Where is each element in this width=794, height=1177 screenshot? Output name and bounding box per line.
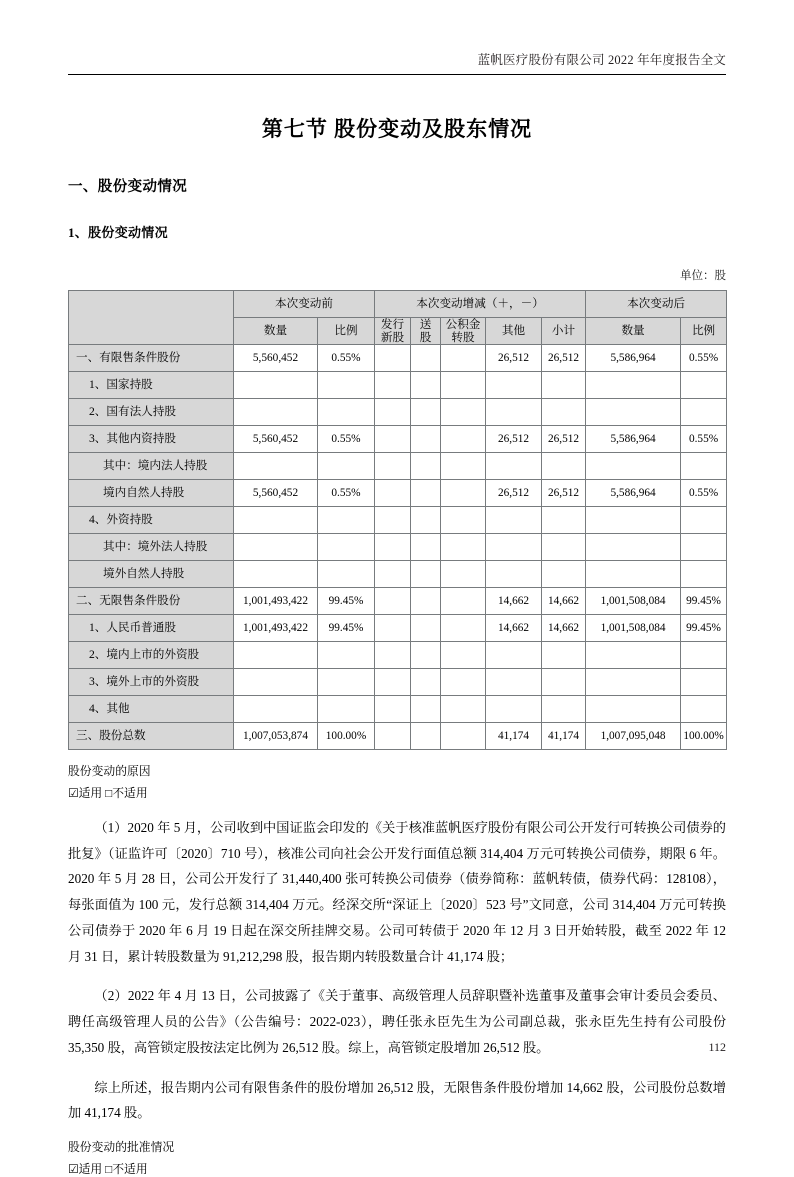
cell-bonus-shares bbox=[411, 588, 441, 615]
table-row bbox=[69, 507, 727, 534]
cell-reserve-conversion bbox=[441, 453, 486, 480]
header-blank-corner bbox=[69, 291, 234, 345]
cell-after-quantity bbox=[586, 507, 681, 534]
change-reason-label: 股份变动的原因 bbox=[68, 764, 151, 778]
header-bonus-line1: 送 bbox=[419, 318, 432, 332]
header-new-issue-line2: 新股 bbox=[380, 331, 405, 344]
cell-new-issue bbox=[375, 534, 411, 561]
cell-new-issue bbox=[375, 588, 411, 615]
header-reserve-line2: 转股 bbox=[451, 331, 475, 344]
cell-new-issue bbox=[375, 561, 411, 588]
cell-new-issue bbox=[375, 372, 411, 399]
cell-new-issue bbox=[375, 480, 411, 507]
page-title: 第七节 股份变动及股东情况 bbox=[261, 117, 533, 141]
row-label-text: 4、其他 bbox=[89, 702, 130, 716]
row-label bbox=[69, 723, 234, 750]
cell-subtotal bbox=[542, 669, 586, 696]
cell-subtotal: 41,174 bbox=[542, 723, 586, 750]
cell-subtotal: 14,662 bbox=[542, 615, 586, 642]
cell-other bbox=[486, 372, 542, 399]
cell-before-ratio: 0.55% bbox=[318, 480, 375, 507]
header-new-issue bbox=[375, 318, 411, 345]
cell-after-ratio bbox=[681, 642, 727, 669]
cell-other bbox=[486, 453, 542, 480]
cell-after-ratio: 99.45% bbox=[681, 615, 727, 642]
cell-before-quantity: 1,001,493,422 bbox=[234, 588, 318, 615]
cell-after-ratio bbox=[681, 561, 727, 588]
cell-other bbox=[486, 399, 542, 426]
row-label bbox=[69, 642, 234, 669]
table-row bbox=[69, 696, 727, 723]
row-label bbox=[69, 534, 234, 561]
cell-reserve-conversion bbox=[441, 696, 486, 723]
cell-reserve-conversion bbox=[441, 480, 486, 507]
cell-reserve-conversion bbox=[441, 669, 486, 696]
cell-before-ratio bbox=[318, 399, 375, 426]
cell-subtotal: 26,512 bbox=[542, 345, 586, 372]
cell-after-ratio bbox=[681, 696, 727, 723]
cell-bonus-shares bbox=[411, 453, 441, 480]
header-group-before: 本次变动前 bbox=[234, 291, 375, 318]
header-reserve-conversion bbox=[441, 318, 486, 345]
cell-other: 41,174 bbox=[486, 723, 542, 750]
cell-subtotal bbox=[542, 534, 586, 561]
cell-before-ratio bbox=[318, 453, 375, 480]
cell-new-issue bbox=[375, 615, 411, 642]
cell-before-quantity bbox=[234, 453, 318, 480]
row-label-text: 二、无限售条件股份 bbox=[76, 594, 181, 608]
cell-bonus-shares bbox=[411, 372, 441, 399]
row-label-text: 3、其他内资持股 bbox=[89, 432, 176, 446]
page-number: 112 bbox=[708, 1040, 726, 1054]
row-label-text: 1、人民币普通股 bbox=[89, 621, 176, 635]
table-row bbox=[69, 588, 727, 615]
row-label bbox=[69, 669, 234, 696]
header-before-quantity: 数量 bbox=[234, 318, 318, 345]
row-label bbox=[69, 399, 234, 426]
cell-other bbox=[486, 696, 542, 723]
cell-before-quantity bbox=[234, 642, 318, 669]
cell-before-ratio: 99.45% bbox=[318, 615, 375, 642]
row-label-text: 其中：境外法人持股 bbox=[103, 540, 208, 554]
header-group-after: 本次变动后 bbox=[586, 291, 727, 318]
cell-bonus-shares bbox=[411, 480, 441, 507]
cell-subtotal: 26,512 bbox=[542, 480, 586, 507]
row-label bbox=[69, 615, 234, 642]
row-label bbox=[69, 345, 234, 372]
cell-bonus-shares bbox=[411, 507, 441, 534]
table-row bbox=[69, 453, 727, 480]
cell-after-ratio bbox=[681, 507, 727, 534]
row-label bbox=[69, 588, 234, 615]
table-row bbox=[69, 534, 727, 561]
row-label bbox=[69, 561, 234, 588]
cell-before-ratio bbox=[318, 372, 375, 399]
cell-subtotal bbox=[542, 399, 586, 426]
cell-subtotal: 26,512 bbox=[542, 426, 586, 453]
cell-before-quantity bbox=[234, 534, 318, 561]
row-label-text: 境内自然人持股 bbox=[103, 486, 185, 500]
cell-subtotal bbox=[542, 507, 586, 534]
cell-new-issue bbox=[375, 399, 411, 426]
cell-before-quantity bbox=[234, 696, 318, 723]
cell-after-ratio: 100.00% bbox=[681, 723, 727, 750]
row-label-text: 4、外资持股 bbox=[89, 513, 153, 527]
cell-before-quantity bbox=[234, 372, 318, 399]
row-label bbox=[69, 426, 234, 453]
cell-after-quantity: 1,007,095,048 bbox=[586, 723, 681, 750]
cell-new-issue bbox=[375, 453, 411, 480]
cell-after-ratio: 0.55% bbox=[681, 345, 727, 372]
subsection-heading: 1、股份变动情况 bbox=[68, 225, 168, 240]
cell-before-quantity bbox=[234, 399, 318, 426]
header-new-issue-line1: 发行 bbox=[380, 318, 405, 332]
cell-after-quantity bbox=[586, 696, 681, 723]
approval-applicability: ☑适用 □不适用 bbox=[68, 1162, 148, 1177]
cell-after-ratio bbox=[681, 399, 727, 426]
cell-new-issue bbox=[375, 345, 411, 372]
header-other: 其他 bbox=[486, 318, 542, 345]
cell-before-ratio: 0.55% bbox=[318, 426, 375, 453]
row-label-text: 1、国家持股 bbox=[89, 378, 153, 392]
cell-bonus-shares bbox=[411, 345, 441, 372]
cell-bonus-shares bbox=[411, 399, 441, 426]
cell-before-quantity bbox=[234, 561, 318, 588]
cell-before-ratio bbox=[318, 669, 375, 696]
cell-before-quantity: 5,560,452 bbox=[234, 345, 318, 372]
cell-reserve-conversion bbox=[441, 642, 486, 669]
share-change-table bbox=[68, 290, 727, 750]
cell-bonus-shares bbox=[411, 426, 441, 453]
cell-bonus-shares bbox=[411, 696, 441, 723]
cell-new-issue bbox=[375, 507, 411, 534]
table-row bbox=[69, 669, 727, 696]
row-label-text: 一、有限售条件股份 bbox=[76, 351, 181, 365]
cell-subtotal bbox=[542, 453, 586, 480]
cell-after-quantity bbox=[586, 534, 681, 561]
cell-after-quantity bbox=[586, 372, 681, 399]
cell-after-quantity: 5,586,964 bbox=[586, 426, 681, 453]
cell-before-ratio: 0.55% bbox=[318, 345, 375, 372]
paragraph-summary: 综上所述，报告期内公司有限售条件的股份增加 26,512 股，无限售条件股份增加 14,662 股，公司股份总数增加 41,174 股。 bbox=[68, 1079, 726, 1121]
cell-before-ratio: 99.45% bbox=[318, 588, 375, 615]
cell-subtotal: 14,662 bbox=[542, 588, 586, 615]
approval-label: 股份变动的批准情况 bbox=[68, 1140, 175, 1155]
running-header-text: 蓝帆医疗股份有限公司 2022 年年度报告全文 bbox=[477, 53, 726, 67]
row-label-text: 2、境内上市的外资股 bbox=[89, 648, 200, 662]
running-header bbox=[68, 0, 726, 68]
table-row bbox=[69, 561, 727, 588]
cell-reserve-conversion bbox=[441, 345, 486, 372]
cell-reserve-conversion bbox=[441, 399, 486, 426]
cell-reserve-conversion bbox=[441, 507, 486, 534]
header-group-change: 本次变动增减（＋，－） bbox=[375, 291, 586, 318]
cell-after-quantity bbox=[586, 642, 681, 669]
header-bonus-shares bbox=[411, 318, 441, 345]
row-label-text: 境外自然人持股 bbox=[103, 567, 185, 581]
table-row bbox=[69, 372, 727, 399]
table-row bbox=[69, 345, 727, 372]
table-row bbox=[69, 399, 727, 426]
row-label bbox=[69, 507, 234, 534]
cell-after-quantity: 1,001,508,084 bbox=[586, 615, 681, 642]
cell-subtotal bbox=[542, 642, 586, 669]
header-reserve-line1: 公积金 bbox=[445, 318, 481, 332]
row-label bbox=[69, 480, 234, 507]
row-label bbox=[69, 372, 234, 399]
cell-after-ratio bbox=[681, 534, 727, 561]
cell-after-quantity: 5,586,964 bbox=[586, 345, 681, 372]
cell-bonus-shares bbox=[411, 723, 441, 750]
cell-after-quantity bbox=[586, 453, 681, 480]
cell-reserve-conversion bbox=[441, 372, 486, 399]
cell-other bbox=[486, 507, 542, 534]
table-row bbox=[69, 723, 727, 750]
cell-before-quantity bbox=[234, 507, 318, 534]
cell-before-ratio bbox=[318, 696, 375, 723]
cell-before-ratio bbox=[318, 642, 375, 669]
cell-subtotal bbox=[542, 372, 586, 399]
cell-bonus-shares bbox=[411, 561, 441, 588]
row-label-text: 2、国有法人持股 bbox=[89, 405, 176, 419]
cell-before-quantity: 5,560,452 bbox=[234, 426, 318, 453]
table-body bbox=[69, 345, 727, 750]
cell-after-ratio bbox=[681, 453, 727, 480]
cell-reserve-conversion bbox=[441, 588, 486, 615]
row-label-text: 3、境外上市的外资股 bbox=[89, 675, 200, 689]
cell-subtotal bbox=[542, 696, 586, 723]
cell-reserve-conversion bbox=[441, 615, 486, 642]
table-unit-note: 单位：股 bbox=[680, 270, 726, 282]
cell-before-quantity bbox=[234, 669, 318, 696]
cell-new-issue bbox=[375, 669, 411, 696]
cell-bonus-shares bbox=[411, 615, 441, 642]
table-row bbox=[69, 642, 727, 669]
header-after-ratio: 比例 bbox=[681, 318, 727, 345]
cell-bonus-shares bbox=[411, 534, 441, 561]
cell-before-quantity: 1,001,493,422 bbox=[234, 615, 318, 642]
cell-reserve-conversion bbox=[441, 426, 486, 453]
table-header-group-row bbox=[69, 291, 727, 318]
table-row bbox=[69, 480, 727, 507]
header-after-quantity: 数量 bbox=[586, 318, 681, 345]
cell-after-quantity bbox=[586, 561, 681, 588]
cell-other: 26,512 bbox=[486, 345, 542, 372]
cell-other: 14,662 bbox=[486, 615, 542, 642]
cell-other bbox=[486, 642, 542, 669]
paragraph-1: （1）2020 年 5 月，公司收到中国证监会印发的《关于核准蓝帆医疗股份有限公司公开发行可转换公司债券的批复》（证监许可〔2020〕710 号），核准公司向社会公开发行面值总额 314,404 万元可转换公司债券，期限 6 年。2020 年 5 月 28 日，公司公开发行了 31,440,400 张可转换公司债券（债券简称：蓝帆转债，债券代码：128108），每张面值为 100 元，发行总额 314,404 万元。经深交所“深证上〔2020〕523 号”文同意，公司 314,404 万元可转换公司债券于 2020 年 6 月 19 日起在深交所挂牌交易。公司可转债于 2020 年 12 月 3 日开始转股，截至 2022 年 12 月 31 日，累计转股数量为 91,212,298 股，报告期内转股数量合计 41,174 股； bbox=[68, 820, 726, 964]
row-label bbox=[69, 453, 234, 480]
cell-other: 14,662 bbox=[486, 588, 542, 615]
cell-other bbox=[486, 534, 542, 561]
row-label-text: 三、股份总数 bbox=[76, 729, 146, 743]
header-subtotal: 小计 bbox=[542, 318, 586, 345]
cell-after-quantity: 5,586,964 bbox=[586, 480, 681, 507]
cell-new-issue bbox=[375, 642, 411, 669]
cell-subtotal bbox=[542, 561, 586, 588]
cell-after-ratio: 0.55% bbox=[681, 426, 727, 453]
cell-before-quantity: 1,007,053,874 bbox=[234, 723, 318, 750]
header-bonus-line2: 股 bbox=[419, 331, 432, 344]
row-label-text: 其中：境内法人持股 bbox=[103, 459, 208, 473]
cell-after-ratio bbox=[681, 669, 727, 696]
cell-after-quantity: 1,001,508,084 bbox=[586, 588, 681, 615]
cell-other: 26,512 bbox=[486, 426, 542, 453]
section-heading: 一、股份变动情况 bbox=[68, 179, 188, 195]
cell-before-ratio bbox=[318, 507, 375, 534]
cell-other bbox=[486, 669, 542, 696]
cell-new-issue bbox=[375, 696, 411, 723]
cell-new-issue bbox=[375, 426, 411, 453]
table-header bbox=[69, 291, 727, 345]
cell-before-ratio bbox=[318, 534, 375, 561]
cell-bonus-shares bbox=[411, 642, 441, 669]
cell-after-quantity bbox=[586, 669, 681, 696]
cell-new-issue bbox=[375, 723, 411, 750]
header-divider bbox=[68, 74, 726, 75]
cell-after-ratio bbox=[681, 372, 727, 399]
cell-bonus-shares bbox=[411, 669, 441, 696]
cell-before-ratio: 100.00% bbox=[318, 723, 375, 750]
cell-reserve-conversion bbox=[441, 723, 486, 750]
cell-after-quantity bbox=[586, 399, 681, 426]
table-row bbox=[69, 426, 727, 453]
table-row bbox=[69, 615, 727, 642]
paragraph-2: （2）2022 年 4 月 13 日，公司披露了《关于董事、高级管理人员辞职暨补选董事及董事会审计委员会委员、聘任高级管理人员的公告》（公告编号：2022-023），聘任张永臣先生为公司副总裁，张永臣先生持有公司股份 35,350 股，高管锁定股按法定比例为 26,512 股。综上，高管锁定股增加 26,512 股。 bbox=[68, 988, 726, 1055]
cell-after-ratio: 0.55% bbox=[681, 480, 727, 507]
cell-other bbox=[486, 561, 542, 588]
row-label bbox=[69, 696, 234, 723]
change-reason-applicability: ☑适用 □不适用 bbox=[68, 786, 148, 800]
cell-before-ratio bbox=[318, 561, 375, 588]
header-before-ratio: 比例 bbox=[318, 318, 375, 345]
cell-reserve-conversion bbox=[441, 534, 486, 561]
cell-reserve-conversion bbox=[441, 561, 486, 588]
cell-before-quantity: 5,560,452 bbox=[234, 480, 318, 507]
cell-after-ratio: 99.45% bbox=[681, 588, 727, 615]
cell-other: 26,512 bbox=[486, 480, 542, 507]
